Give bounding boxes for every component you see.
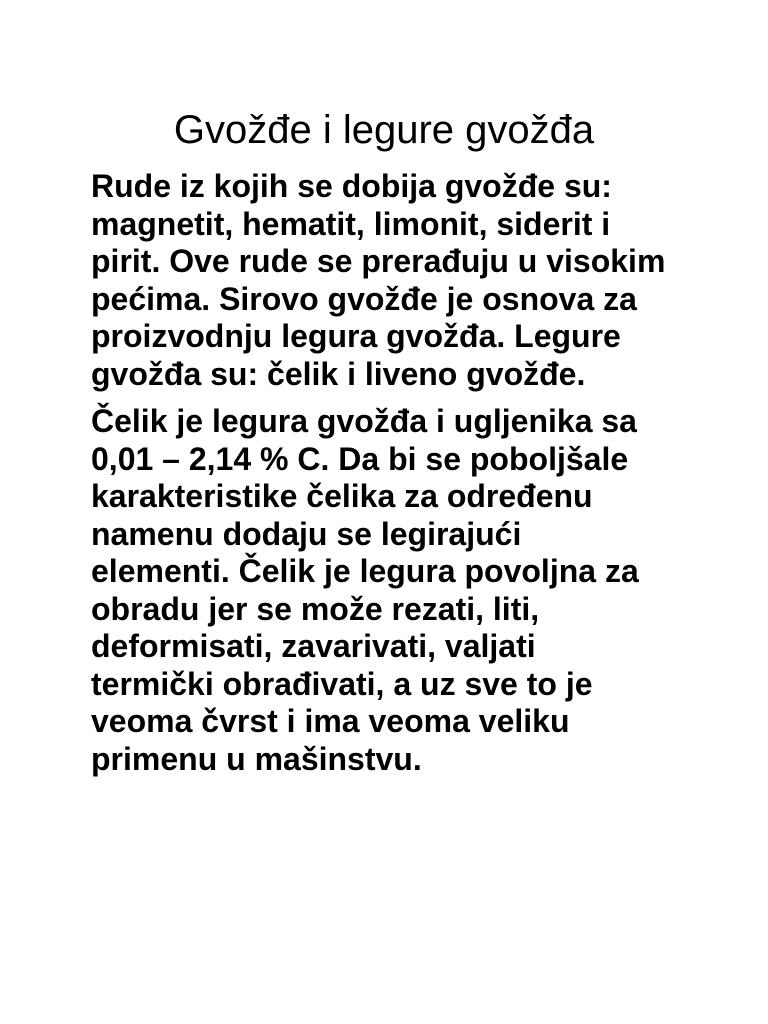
text-line: magnetit, hematit, limonit, siderit i <box>91 205 611 242</box>
text-line: proizvodnju legura gvožđa. Legure <box>91 318 621 354</box>
text-line: pećima. Sirovo gvožđe je osnova za <box>91 280 637 317</box>
text-line: namenu dodaju se legirajući <box>91 515 522 552</box>
text-line: deformisati, zavarivati, valjati <box>91 628 536 664</box>
page-title: Gvožđe i legure gvožđa <box>173 108 595 152</box>
paragraph-ores <box>91 168 691 393</box>
text-line: Čelik je legura gvožđa i ugljenika sa <box>91 403 637 439</box>
text-line: pirit. Ove rude se prerađuju u visokim <box>91 243 666 279</box>
text-line: veoma čvrst i ima veoma veliku <box>91 703 570 739</box>
text-line: gvožđa su: čelik i liveno gvožđe. <box>91 355 586 392</box>
text-line: karakteristike čelika za određenu <box>91 478 593 514</box>
text-line: Rude iz kojih se dobija gvožđe su: <box>91 168 612 204</box>
text-line: primenu u mašinstvu. <box>91 740 422 777</box>
text-line: 0,01 – 2,14 % C. Da bi se poboljšale <box>91 440 629 477</box>
text-line: obradu jer se može rezati, liti, <box>91 590 540 627</box>
text-line: elementi. Čelik je legura povoljna za <box>91 553 639 589</box>
text-line: termički obrađivati, a uz sve to je <box>91 665 593 702</box>
document-body <box>91 168 691 778</box>
paragraph-steel <box>91 403 691 778</box>
